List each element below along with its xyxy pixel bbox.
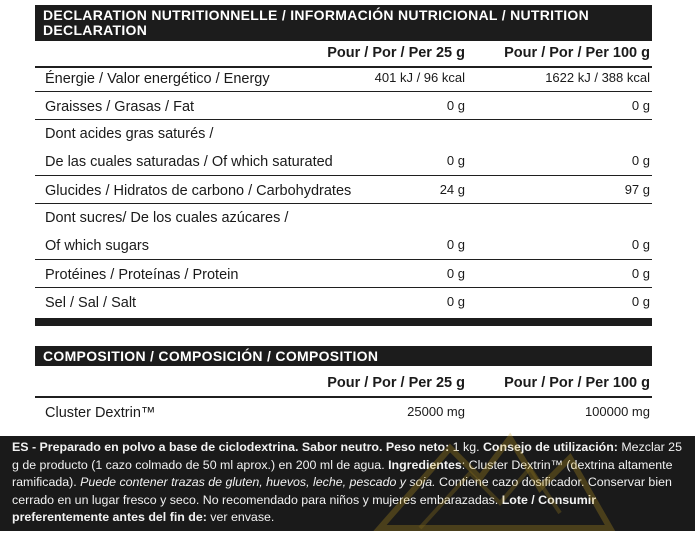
row-label: Sel / Sal / Salt (45, 295, 137, 311)
ingredients-heading: Ingredientes (388, 457, 462, 472)
nutrition-row-salt (35, 288, 652, 316)
row-value-25g: 0 g (446, 266, 465, 281)
nutrition-row-protein (35, 260, 652, 288)
row-label: Cluster Dextrin™ (45, 405, 156, 421)
row-value-100g: 0 g (631, 294, 650, 309)
row-value-25g: 0 g (446, 294, 465, 309)
row-value-100g: 100000 mg (584, 404, 650, 419)
row-label-line2: Of which sugars (45, 238, 149, 254)
nutrition-title-bar (35, 5, 652, 41)
lot-text: ver envase. (206, 510, 275, 524)
composition-row-cluster-dextrin (35, 398, 652, 426)
usage-heading: Consejo de utilización: (482, 440, 618, 454)
row-value-100g: 0 g (631, 153, 650, 168)
nutrition-title: DECLARATION NUTRITIONNELLE / INFORMACIÓN NUTRICIONAL / NUTRITION DECLARATION (43, 7, 589, 38)
composition-col-100g: Pour / Por / Per 100 g (504, 375, 650, 391)
net-weight: 1 kg. (449, 440, 483, 454)
storage-text: Contiene cazo dosificador. Conservar bien cerrado en un lugar fresco y seco. No recomendado para niños y mujeres embarazadas. (12, 475, 672, 507)
composition-title-bar (35, 346, 652, 366)
row-label: Énergie / Valor energético / Energy (45, 71, 270, 87)
ingredients-text: : Cluster Dextrin™ (dextrina altamente ramificada). (12, 457, 673, 489)
nutrition-row-fat (35, 92, 652, 120)
row-value-100g: 1622 kJ / 388 kcal (545, 70, 650, 85)
row-value-25g: 0 g (446, 98, 465, 113)
composition-col-25g: Pour / Por / Per 25 g (327, 375, 465, 391)
row-label: Graisses / Grasas / Fat (45, 99, 195, 115)
row-label-line1: Dont acides gras saturés / (45, 126, 214, 142)
allergen-warning: Puede contener trazas de gluten, huevos, leche, pescado y soja. (80, 475, 436, 489)
lot-heading: Lote / Consumir preferentemente antes del fin de: (12, 492, 597, 524)
nutrition-col-100g: Pour / Por / Per 100 g (504, 45, 650, 61)
row-value-100g: 97 g (624, 182, 650, 197)
usage-text: Mezclar 25 g de producto (1 cazo colmado de 50 ml aprox.) en 200 ml de agua. (12, 440, 682, 472)
row-value-25g: 0 g (446, 237, 465, 252)
row-value-100g: 0 g (631, 98, 650, 113)
row-label-line2: De las cuales saturadas / Of which saturated (45, 154, 333, 170)
row-value-25g: 24 g (439, 182, 465, 197)
nutrition-col-25g: Pour / Por / Per 25 g (327, 45, 465, 61)
row-label-line1: Dont sucres/ De los cuales azúcares / (45, 210, 289, 226)
composition-title: COMPOSITION / COMPOSICIÓN / COMPOSITION (43, 348, 379, 364)
description-lead: ES - Preparado en polvo a base de ciclodextrina. Sabor neutro. Peso neto: (12, 440, 450, 454)
row-value-25g: 0 g (446, 153, 465, 168)
row-value-25g: 401 kJ / 96 kcal (374, 70, 465, 85)
row-value-25g: 25000 mg (407, 404, 465, 419)
nutrition-row-saturated (35, 120, 652, 176)
row-value-100g: 0 g (631, 266, 650, 281)
nutrition-row-sugars (35, 204, 652, 260)
product-description (0, 436, 695, 531)
row-label: Protéines / Proteínas / Protein (45, 267, 239, 283)
composition-column-header (35, 370, 652, 398)
row-value-100g: 0 g (631, 237, 650, 252)
nutrition-row-carbohydrates (35, 176, 652, 204)
row-label: Glucides / Hidratos de carbono / Carbohydrates (45, 183, 352, 199)
nutrition-bottom-bar (35, 318, 652, 326)
nutrition-row-energy (35, 64, 652, 92)
